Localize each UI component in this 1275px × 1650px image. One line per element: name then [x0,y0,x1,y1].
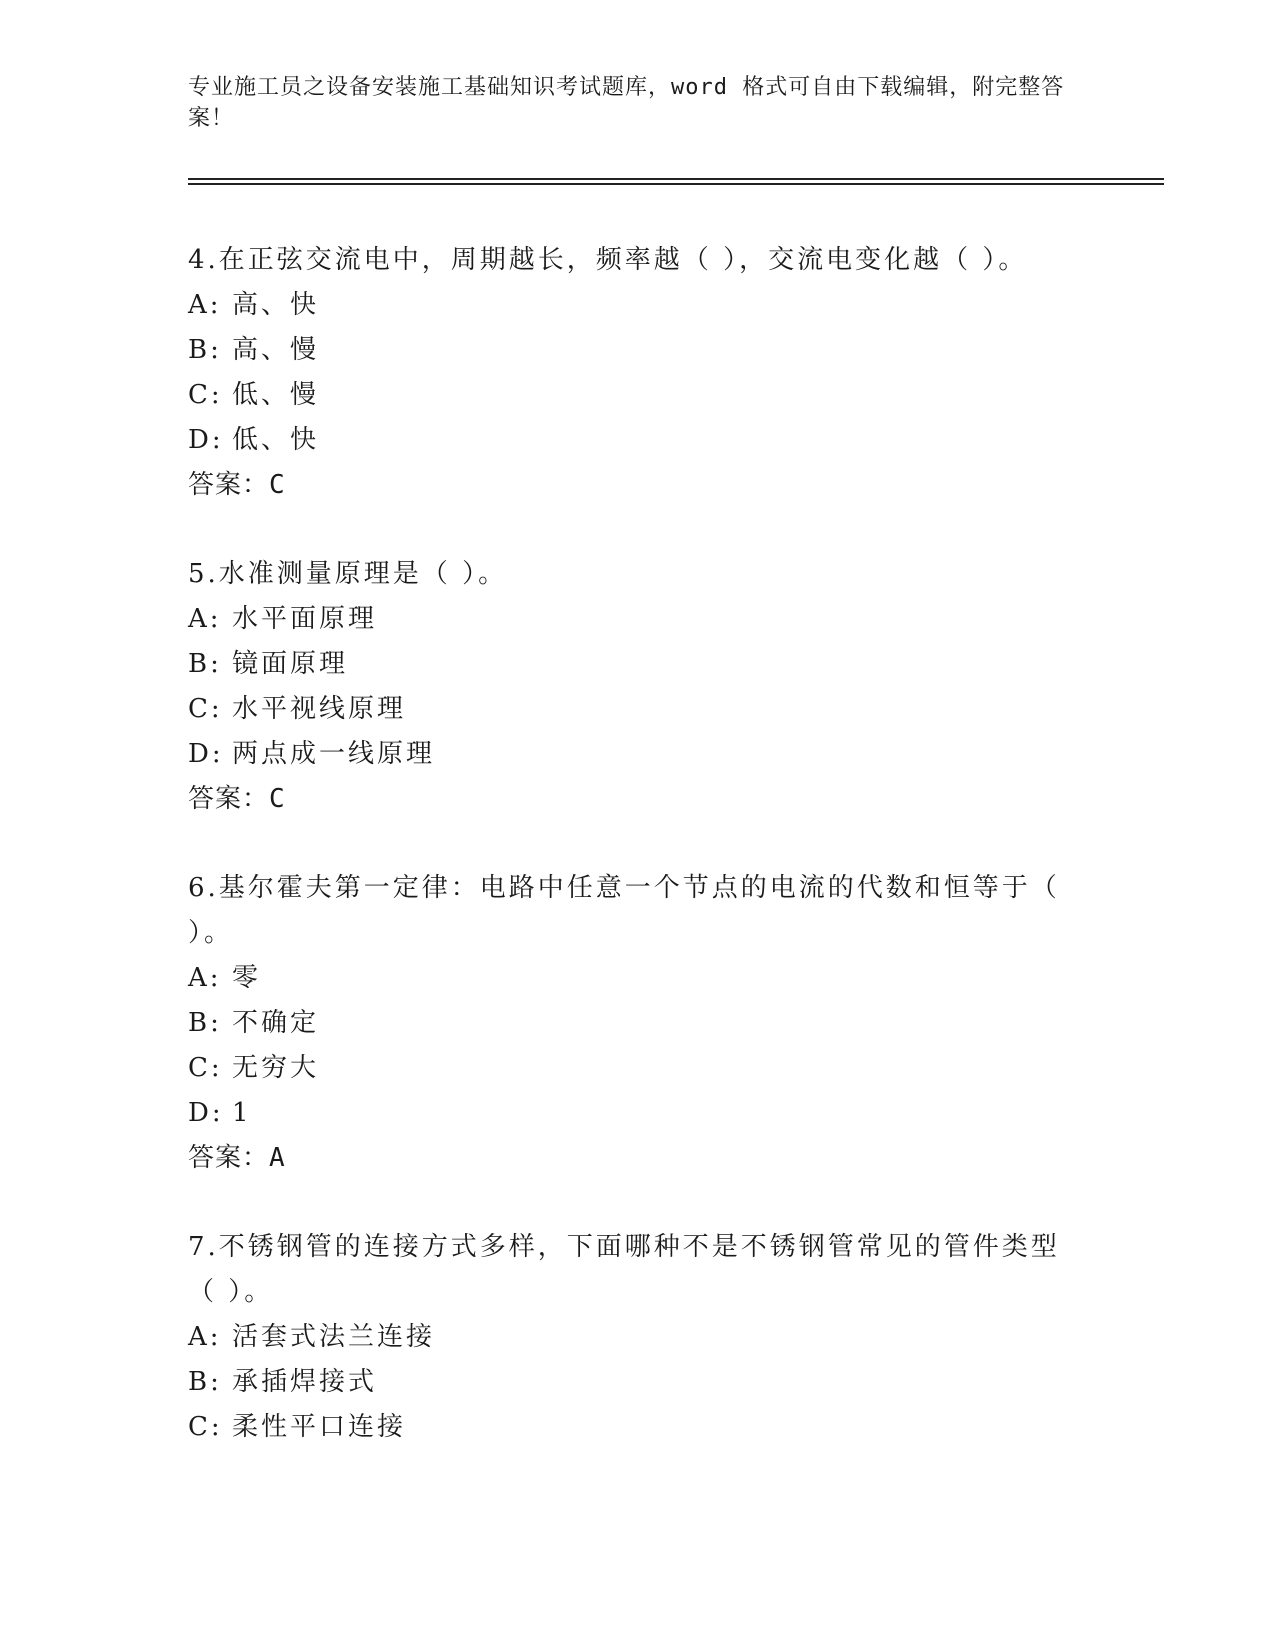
option-key: B: [188,649,222,679]
option-text: 承插焊接式 [232,1367,378,1397]
option-key: C: [188,380,223,410]
option-text: 两点成一线原理 [232,739,436,769]
option-text: 柔性平口连接 [232,1412,407,1442]
question-option [188,687,1068,732]
answer-value: C [269,784,286,814]
option-text: 1 [232,1098,252,1128]
answer-label: 答案： [188,470,270,500]
option-key: B: [188,1367,222,1397]
question-option [188,418,1068,463]
question-option [188,373,1068,418]
answer-value: A [269,1143,286,1173]
option-key: C: [188,1412,223,1442]
option-key: B: [188,1008,222,1038]
option-text: 低、慢 [232,380,320,410]
option-text: 水平视线原理 [232,694,407,724]
option-key: A: [188,1322,222,1352]
option-key: C: [188,1053,223,1083]
option-text: 活套式法兰连接 [232,1322,436,1352]
question-option [188,956,1068,1001]
answer-label: 答案： [188,1143,270,1173]
question-option [188,283,1068,328]
question-stem: 7.不锈钢管的连接方式多样，下面哪种不是不锈钢管常见的管件类型（ ）。 [188,1232,1060,1307]
question-stem: 5.水准测量原理是（ ）。 [188,559,508,589]
option-key: C: [188,694,223,724]
answer-line [188,777,1068,822]
option-key: A: [188,963,222,993]
option-text: 高、慢 [232,335,320,365]
question-block [188,1225,1068,1450]
question-option [188,642,1068,687]
question-option [188,1046,1068,1091]
question-option [188,1315,1068,1360]
question-option [188,597,1068,642]
question-stem: 6.基尔霍夫第一定律：电路中任意一个节点的电流的代数和恒等于（ ）。 [188,873,1060,948]
question-block [188,866,1068,1181]
option-key: B: [188,335,222,365]
option-text: 不确定 [232,1008,320,1038]
question-block [188,238,1068,508]
question-stem: 4.在正弦交流电中，周期越长，频率越（ ），交流电变化越（ ）。 [188,245,1028,275]
question-option [188,1360,1068,1405]
option-text: 高、快 [232,290,320,320]
header-divider-top [188,178,1164,180]
option-key: A: [188,604,222,634]
question-option [188,328,1068,373]
answer-line [188,1136,1068,1181]
option-text: 镜面原理 [232,649,349,679]
question-list [188,238,1068,1494]
header-divider-bottom [188,183,1164,185]
option-text: 零 [232,963,262,993]
answer-label: 答案： [188,784,270,814]
question-option [188,732,1068,777]
document-header: 专业施工员之设备安装施工基础知识考试题库，word 格式可自由下载编辑，附完整答案！ [188,75,1065,131]
option-text: 水平面原理 [232,604,378,634]
question-option [188,1405,1068,1450]
option-text: 低、快 [232,425,320,455]
option-key: D: [188,739,224,769]
option-key: D: [188,1098,224,1128]
question-option [188,1091,1068,1136]
question-option [188,1001,1068,1046]
option-text: 无穷大 [232,1053,320,1083]
option-key: A: [188,290,222,320]
option-key: D: [188,425,224,455]
answer-line [188,463,1068,508]
answer-value: C [269,470,286,500]
question-block [188,552,1068,822]
